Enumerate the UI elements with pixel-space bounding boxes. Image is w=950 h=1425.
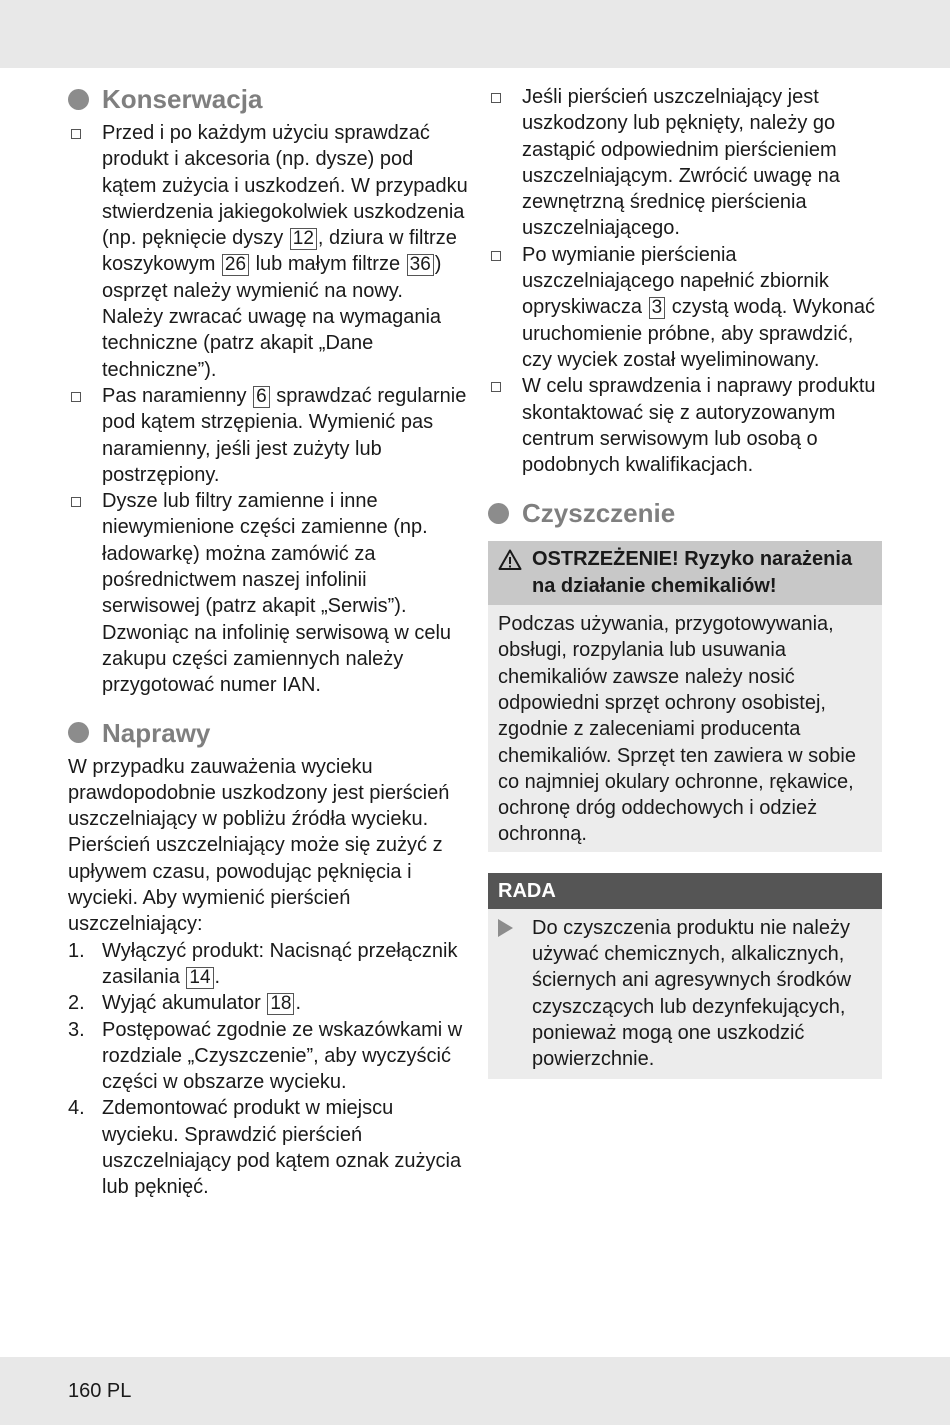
left-column [68,84,468,1201]
step-text: Wyjąć akumulator [102,992,267,1015]
item-text: Przed i po każdym użyciu sprawdzać produkt i akcesoria (np. dysze) pod kątem zużycia i uszkodzeń. W przypadku stwierdzenia jakiegokolwiek uszkodzenia (np. pęknięcie dyszy [102,122,468,250]
repair-list-continued [488,84,882,478]
checkbox-bullet-icon [71,129,81,139]
warning-header [488,541,882,605]
step-item [68,1095,468,1200]
step-item [68,1017,468,1096]
step-number: 3. [68,1018,85,1041]
part-ref: 14 [186,967,213,989]
section-heading-naprawy [68,718,468,748]
step-number: 1. [68,939,85,962]
tip-box [488,873,882,1079]
item-text: sprawdzać regularnie pod kątem strzępienia. Wymienić pas naramienny, jeśli jest zużyty lub postrzępiony. [102,384,467,486]
warning-text: Podczas używania, przygotowywania, obsługi, rozpylania lub usuwania chemikaliów zawsze należy nosić odpowiedni sprzęt ochrony osobistej, zgodnie z zaleceniami producenta chemikaliów. Sprzęt ten zawiera w sobie co najmniej okulary ochronne, rękawice, ochronę dróg oddechowych i odzież ochronną. [488,605,882,852]
step-text: Zdemontować produkt w miejscu wycieku. Sprawdzić pierścień uszczelniający pod kątem oznak zużycia lub pęknięć. [102,1097,462,1199]
heading-bullet-icon [68,89,89,110]
tip-body [488,909,882,1079]
step-number: 4. [68,1097,85,1120]
header-band [0,0,950,68]
step-text: Postępować zgodnie ze wskazówkami w rozdziale „Czyszczenie”, aby wyczyścić części w obszarze wycieku. [102,1018,463,1094]
step-text: . [214,965,221,988]
step-number: 2. [68,992,85,1015]
item-text: ) osprzęt należy wymienić na nowy. Należy zwracać uwagę na wymagania techniczne (patrz akapit „Dane techniczne”). [102,253,442,381]
repair-intro: W przypadku zauważenia wycieku prawdopodobnie uszkodzony jest pierścień uszczelniający w pobliżu źródła wycieku. Pierścień uszczelniający może się zużyć z upływem czasu, powodując pęknięcia i wycieki. Aby wymienić pierścień uszczelniający: [68,755,450,936]
play-arrow-icon [498,919,513,937]
part-ref: 26 [222,254,249,276]
warning-triangle-icon [498,548,522,572]
list-item [68,383,468,488]
checkbox-bullet-icon [491,382,501,392]
list-item [488,84,882,242]
tip-text: Do czyszczenia produktu nie należy używać chemicznych, alkalicznych, ściernych ani agresywnych środków czyszczących lub dezynfekujących, ponieważ mogą one uszkodzić powierzchnie. [532,916,852,1071]
checkbox-bullet-icon [71,497,81,507]
item-text: Jeśli pierścień uszczelniający jest uszkodzony lub pęknięty, należy go zastąpić odpowiednim pierścieniem uszczelniającym. Zwrócić uwagę na zewnętrzną średnicę pierścienia uszczelniającego. [522,86,840,240]
warning-title: OSTRZEŻENIE! Ryzyko narażenia na działanie chemikaliów! [532,548,853,597]
page-number: 160 PL [68,1380,132,1402]
item-text: Dysze lub filtry zamienne i inne niewymienione części zamienne (np. ładowarkę) można zamówić za pośrednictwem naszej infolinii serwisowej (patrz akapit „Serwis”). Dzwoniąc na infolinię serwisową w celu zakupu części zamiennych należy przygotować numer IAN. [102,490,452,697]
list-item [68,120,468,383]
step-text: Wyłączyć produkt: Nacisnąć przełącznik zasilania [102,939,458,988]
heading-bullet-icon [488,503,509,524]
list-item [488,242,882,373]
section-title: Naprawy [102,717,211,748]
item-text: lub małym filtrze [250,253,406,276]
item-text: , dziura w filtrze koszykowym [102,227,457,276]
list-item [68,488,468,698]
heading-bullet-icon [68,722,89,743]
footer-band [0,1357,950,1425]
item-text: czystą wodą. Wykonać uruchomienie próbne, aby sprawdzić, czy wyciek został wyeliminowany. [522,296,875,371]
part-ref: 18 [267,993,294,1015]
step-item [68,938,468,991]
part-ref: 12 [290,228,317,250]
step-item [68,990,468,1016]
section-heading-konserwacja [68,84,468,114]
item-text: Pas naramienny [102,384,253,407]
section-title: Konserwacja [102,84,263,114]
maintenance-list [68,120,468,699]
item-text: Po wymianie pierścienia uszczelniającego napełnić zbiornik opryskiwacza [522,243,829,319]
step-text: . [295,992,302,1015]
repair-steps [68,938,468,1201]
warning-box [488,541,882,851]
checkbox-bullet-icon [71,392,81,402]
list-item [488,373,882,478]
tip-header: RADA [488,873,882,909]
checkbox-bullet-icon [491,251,501,261]
part-ref: 3 [649,297,666,319]
right-column [488,84,882,1079]
part-ref: 6 [253,386,270,408]
item-text: W celu sprawdzenia i naprawy produktu skontaktować się z autoryzowanym centrum serwisowym lub osobą o podobnych kwalifikacjach. [522,375,876,477]
part-ref: 36 [407,254,434,276]
section-title: Czyszczenie [522,498,676,529]
section-heading-czyszczenie [488,498,882,528]
checkbox-bullet-icon [491,93,501,103]
